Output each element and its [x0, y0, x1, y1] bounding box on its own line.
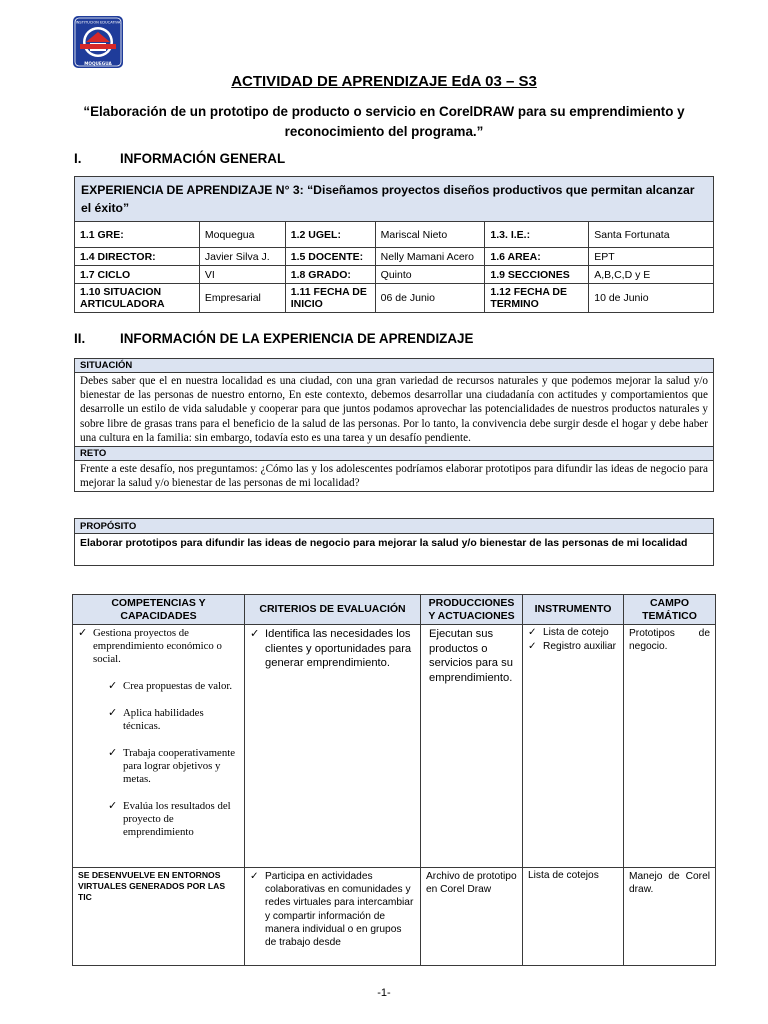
- checkmark-icon: ✓: [528, 627, 537, 638]
- capacity-item: Crea propuestas de valor.: [123, 680, 233, 692]
- header-criterios: CRITERIOS DE EVALUACIÓN: [245, 595, 421, 625]
- purpose-table: [74, 518, 714, 566]
- ie-value: Santa Fortunata: [589, 222, 714, 248]
- section-1-number: I.: [74, 151, 82, 166]
- header-competencias: COMPETENCIAS Y CAPACIDADES: [73, 595, 245, 625]
- criteria-text: Identifica las necesidades los clientes y oportunidades para generar emprendimiento.: [265, 628, 412, 669]
- checkmark-icon: ✓: [528, 640, 537, 652]
- gre-label: 1.1 GRE:: [75, 222, 200, 248]
- grado-value: Quinto: [375, 266, 485, 284]
- fecha-termino-label: 1.12 FECHA DE TERMINO: [485, 284, 589, 313]
- fecha-inicio-value: 06 de Junio: [375, 284, 485, 313]
- purpose-text: Elaborar prototipos para difundir las ideas de negocio para mejorar la salud y/o bienestar de las personas de mi localidad: [75, 534, 714, 566]
- area-value: EPT: [589, 248, 714, 266]
- criteria-tic-cell: [245, 868, 421, 966]
- director-label: 1.4 DIRECTOR:: [75, 248, 200, 266]
- docente-label: 1.5 DOCENTE:: [285, 248, 375, 266]
- checkmark-icon: ✓: [108, 680, 118, 692]
- competence-text: Gestiona proyectos de emprendimiento económico o social.: [93, 627, 222, 665]
- checkmark-icon: ✓: [108, 747, 118, 759]
- page-number: -1-: [377, 987, 391, 999]
- capacity-item: Aplica habilidades técnicas.: [123, 707, 204, 732]
- document-subtitle: “Elaboración de un prototipo de producto o servicio en CorelDRAW para su emprendimiento y reconocimiento del programa.”: [83, 104, 685, 139]
- section-2-title: INFORMACIÓN DE LA EXPERIENCIA DE APRENDIZAJE: [120, 331, 474, 346]
- ciclo-value: VI: [199, 266, 285, 284]
- situation-table: [74, 358, 714, 492]
- competencies-table: [72, 594, 716, 966]
- grado-label: 1.8 GRADO:: [285, 266, 375, 284]
- experience-header: EXPERIENCIA DE APRENDIZAJE N° 3: “Diseñamos proyectos diseños productivos que permitan alcanzar el éxito”: [75, 177, 714, 222]
- criteria-cell: [245, 625, 421, 868]
- school-logo: [72, 15, 124, 69]
- docente-value: Nelly Mamani Acero: [375, 248, 485, 266]
- ugel-label: 1.2 UGEL:: [285, 222, 375, 248]
- instrument-item: Lista de cotejo: [543, 627, 609, 638]
- field-text: Prototipos de negocio.: [624, 625, 716, 868]
- ie-label: 1.3. I.E.:: [485, 222, 589, 248]
- challenge-text: Frente a este desafío, nos preguntamos: ¿Cómo las y los adolescentes podríamos elaborar prototipos para difundir las ideas de negocio para mejorar la salud y/o bienestar de las personas de mi localidad?: [75, 461, 714, 492]
- header-producciones: PRODUCCIONES Y ACTUACIONES: [421, 595, 523, 625]
- checkmark-icon: ✓: [250, 871, 259, 882]
- checkmark-icon: ✓: [78, 627, 88, 639]
- situacion-articuladora-value: Empresarial: [199, 284, 285, 313]
- field-tic-text: Manejo de Corel draw.: [624, 868, 716, 966]
- section-2-number: II.: [74, 331, 86, 346]
- section-2-heading: [74, 331, 473, 346]
- checkmark-icon: ✓: [108, 707, 118, 719]
- instrument-cell: [523, 625, 624, 868]
- capacity-item: Evalúa los resultados del proyecto de emprendimiento: [123, 800, 231, 838]
- criteria-tic-text: Participa en actividades colaborativas en comunidades y redes virtuales para intercambiar y compartir información de manera individual o en grupos de trabajo desde: [265, 871, 414, 949]
- competence-tic-text: SE DESENVUELVE EN ENTORNOS VIRTUALES GENERADOS POR LAS TIC: [73, 868, 245, 966]
- situacion-articuladora-label: 1.10 SITUACION ARTICULADORA: [75, 284, 200, 313]
- capacity-item: Trabaja cooperativamente para lograr objetivos y metas.: [123, 747, 236, 785]
- ugel-value: Mariscal Nieto: [375, 222, 485, 248]
- challenge-label: RETO: [75, 447, 714, 461]
- fecha-termino-value: 10 de Junio: [589, 284, 714, 313]
- logo-top-text: INSTITUCION EDUCATIVA: [75, 20, 121, 25]
- header-instrumento: INSTRUMENTO: [523, 595, 624, 625]
- checkmark-icon: ✓: [108, 800, 118, 812]
- purpose-label: PROPÓSITO: [75, 519, 714, 534]
- productions-tic-text: Archivo de prototipo en Corel Draw: [421, 868, 523, 966]
- area-label: 1.6 AREA:: [485, 248, 589, 266]
- logo-bottom-text: MOQUEGUA: [84, 61, 112, 66]
- section-1-title: INFORMACIÓN GENERAL: [120, 151, 286, 166]
- header-campo-tematico: CAMPO TEMÁTICO: [624, 595, 716, 625]
- productions-text: Ejecutan sus productos o servicios para su emprendimiento.: [421, 625, 523, 868]
- secciones-value: A,B,C,D y E: [589, 266, 714, 284]
- instrument-item: Registro auxiliar: [543, 640, 617, 652]
- director-value: Javier Silva J.: [199, 248, 285, 266]
- section-1-heading: [74, 151, 285, 166]
- competence-cell: [73, 625, 245, 868]
- instrument-tic-text: Lista de cotejos: [523, 868, 624, 966]
- school-shield-icon: [72, 15, 124, 69]
- situation-text: Debes saber que el en nuestra localidad es una ciudad, con una gran variedad de recursos naturales y que podemos mejorar la salud y/o bienestar de las personas de nuestro entorno, En este contexto, debemos desarrollar una ciudadanía con actitudes y comportamientos que desarrolle un estilo de vida saludable y cooperar para que juntos podamos aprovechar las potencialidades de nuestros productos naturales y sobre libre de grasas trans para el beneficio de la salud de las personas. Por lo tanto, la convivencia debe surgir desde el hogar y debe haber una cultura en la familia: sin embargo, todavía esto es una tarea y un desafío pendiente.: [75, 373, 714, 447]
- situation-label: SITUACIÓN: [75, 359, 714, 373]
- ciclo-label: 1.7 CICLO: [75, 266, 200, 284]
- general-info-table: [74, 176, 714, 313]
- document-title: ACTIVIDAD DE APRENDIZAJE EdA 03 – S3: [231, 73, 537, 90]
- secciones-label: 1.9 SECCIONES: [485, 266, 589, 284]
- gre-value: Moquegua: [199, 222, 285, 248]
- checkmark-icon: ✓: [250, 628, 260, 640]
- fecha-inicio-label: 1.11 FECHA DE INICIO: [285, 284, 375, 313]
